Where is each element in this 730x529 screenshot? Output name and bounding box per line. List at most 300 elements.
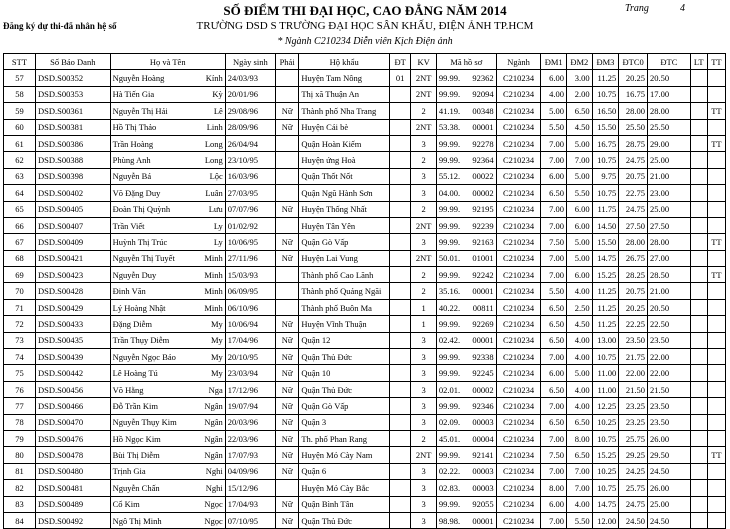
sbd-cell: DSD.S00492 bbox=[35, 512, 110, 528]
dob-cell: 15/12/96 bbox=[225, 480, 275, 496]
family-name: Đoàn Thị Quỳnh bbox=[112, 204, 171, 215]
score-table bbox=[3, 53, 726, 529]
family-name: Nguyễn Duy bbox=[112, 269, 157, 280]
dm1-cell: 7.00 bbox=[541, 267, 567, 283]
dob-cell: 19/07/94 bbox=[225, 398, 275, 414]
gender-cell: Nữ bbox=[275, 250, 298, 266]
dtc0-cell: 25.75 bbox=[619, 480, 648, 496]
family-name: Đỗ Trần Kim bbox=[112, 400, 158, 411]
table-row bbox=[4, 152, 726, 168]
file-code-number: 00001 bbox=[472, 515, 494, 526]
dt-cell: 01 bbox=[390, 70, 411, 86]
col-header-gender: Phái bbox=[275, 54, 298, 70]
sbd-cell: DSD.S00480 bbox=[35, 463, 110, 479]
dm1-cell: 8.00 bbox=[541, 480, 567, 496]
family-name: Ngô Thị Minh bbox=[112, 515, 162, 526]
major-cell: C210234 bbox=[496, 267, 541, 283]
name-cell bbox=[110, 234, 225, 250]
dm3-cell: 14.75 bbox=[592, 496, 619, 512]
file-code-cell bbox=[436, 103, 496, 119]
major-cell: C210234 bbox=[496, 168, 541, 184]
dm1-cell: 7.00 bbox=[541, 349, 567, 365]
gender-cell bbox=[275, 185, 298, 201]
dob-cell: 06/09/95 bbox=[225, 283, 275, 299]
dob-cell: 20/10/95 bbox=[225, 349, 275, 365]
gender-cell bbox=[275, 168, 298, 184]
file-code-number: 00348 bbox=[472, 105, 494, 116]
dtc-cell: 25.00 bbox=[648, 201, 691, 217]
dob-cell: 24/03/93 bbox=[225, 70, 275, 86]
dtc-cell: 26.00 bbox=[648, 430, 691, 446]
major-cell: C210234 bbox=[496, 447, 541, 463]
dm2-cell: 4.00 bbox=[567, 332, 593, 348]
dob-cell: 17/04/93 bbox=[225, 496, 275, 512]
dm3-cell: 11.75 bbox=[592, 201, 619, 217]
dt-cell bbox=[390, 201, 411, 217]
major-cell: C210234 bbox=[496, 201, 541, 217]
file-code-number: 00022 bbox=[472, 171, 494, 182]
dob-cell: 26/04/94 bbox=[225, 135, 275, 151]
given-name: My bbox=[210, 368, 223, 379]
file-code-cell bbox=[436, 152, 496, 168]
sbd-cell: DSD.S00386 bbox=[35, 135, 110, 151]
dm2-cell: 4.00 bbox=[567, 349, 593, 365]
table-row bbox=[4, 283, 726, 299]
given-name: Luân bbox=[205, 187, 223, 198]
stt-cell: 60 bbox=[4, 119, 36, 135]
file-code-cell bbox=[436, 234, 496, 250]
tt-cell: TT bbox=[707, 234, 725, 250]
major-cell: C210234 bbox=[496, 103, 541, 119]
major-cell: C210234 bbox=[496, 86, 541, 102]
table-row bbox=[4, 201, 726, 217]
dm2-cell: 5.00 bbox=[567, 135, 593, 151]
file-code-cell bbox=[436, 135, 496, 151]
dob-cell: 22/03/96 bbox=[225, 430, 275, 446]
table-row bbox=[4, 250, 726, 266]
dtc-cell: 27.00 bbox=[648, 250, 691, 266]
file-code-prefix: 99.99. bbox=[438, 450, 461, 461]
lt-cell bbox=[690, 267, 707, 283]
file-code-number: 00811 bbox=[472, 302, 494, 313]
file-code-number: 00001 bbox=[472, 286, 494, 297]
sbd-cell: DSD.S00429 bbox=[35, 299, 110, 315]
stt-cell: 71 bbox=[4, 299, 36, 315]
kv-cell: 3 bbox=[411, 414, 437, 430]
file-code-cell bbox=[436, 332, 496, 348]
major-cell: C210234 bbox=[496, 430, 541, 446]
stt-cell: 62 bbox=[4, 152, 36, 168]
major-cell: C210234 bbox=[496, 119, 541, 135]
dob-cell: 29/08/96 bbox=[225, 103, 275, 119]
dm1-cell: 7.50 bbox=[541, 234, 567, 250]
file-code-prefix: 02.01. bbox=[438, 384, 461, 395]
dm2-cell: 8.00 bbox=[567, 430, 593, 446]
kv-cell: 3 bbox=[411, 398, 437, 414]
dm2-cell: 4.00 bbox=[567, 398, 593, 414]
gender-cell: Nữ bbox=[275, 349, 298, 365]
dob-cell: 01/02/92 bbox=[225, 217, 275, 233]
dm2-cell: 7.00 bbox=[567, 463, 593, 479]
address-cell: Huyện ứng Hoà bbox=[299, 152, 390, 168]
family-name: Nguyễn Thị Tuyết bbox=[112, 253, 175, 264]
dtc-cell: 21.00 bbox=[648, 168, 691, 184]
stt-cell: 58 bbox=[4, 86, 36, 102]
address-cell: Thành phố Nha Trang bbox=[299, 103, 390, 119]
file-code-cell bbox=[436, 480, 496, 496]
tt-cell: TT bbox=[707, 103, 725, 119]
name-cell bbox=[110, 201, 225, 217]
dt-cell bbox=[390, 414, 411, 430]
stt-cell: 76 bbox=[4, 381, 36, 397]
given-name: Nga bbox=[208, 384, 223, 395]
file-code-prefix: 02.83. bbox=[438, 482, 461, 493]
file-code-cell bbox=[436, 430, 496, 446]
dt-cell bbox=[390, 152, 411, 168]
stt-cell: 81 bbox=[4, 463, 36, 479]
tt-cell bbox=[707, 250, 725, 266]
table-row bbox=[4, 299, 726, 315]
gender-cell bbox=[275, 70, 298, 86]
table-row bbox=[4, 70, 726, 86]
col-header-dt: ĐT bbox=[390, 54, 411, 70]
dm3-cell: 11.25 bbox=[592, 70, 619, 86]
tt-cell bbox=[707, 332, 725, 348]
gender-cell: Nữ bbox=[275, 496, 298, 512]
gender-cell bbox=[275, 480, 298, 496]
table-row bbox=[4, 398, 726, 414]
address-cell: Quận Gò Vấp bbox=[299, 234, 390, 250]
dm3-cell: 10.75 bbox=[592, 185, 619, 201]
sbd-cell: DSD.S00442 bbox=[35, 365, 110, 381]
address-cell: Quận Ngũ Hành Sơn bbox=[299, 185, 390, 201]
stt-cell: 70 bbox=[4, 283, 36, 299]
tt-cell bbox=[707, 349, 725, 365]
dm3-cell: 15.25 bbox=[592, 447, 619, 463]
gender-cell: Nữ bbox=[275, 103, 298, 119]
table-row bbox=[4, 103, 726, 119]
dob-cell: 16/03/96 bbox=[225, 168, 275, 184]
name-cell bbox=[110, 480, 225, 496]
major-cell: C210234 bbox=[496, 234, 541, 250]
major-cell: C210234 bbox=[496, 152, 541, 168]
sbd-cell: DSD.S00439 bbox=[35, 349, 110, 365]
address-cell: Quận 3 bbox=[299, 414, 390, 430]
given-name: Nghi bbox=[205, 482, 223, 493]
lt-cell bbox=[690, 381, 707, 397]
kv-cell: 3 bbox=[411, 332, 437, 348]
dt-cell bbox=[390, 168, 411, 184]
lt-cell bbox=[690, 332, 707, 348]
dob-cell: 04/09/96 bbox=[225, 463, 275, 479]
file-code-cell bbox=[436, 365, 496, 381]
dm1-cell: 7.00 bbox=[541, 398, 567, 414]
dtc0-cell: 24.75 bbox=[619, 496, 648, 512]
dtc0-cell: 24.75 bbox=[619, 201, 648, 217]
dm2-cell: 3.00 bbox=[567, 70, 593, 86]
dt-cell bbox=[390, 365, 411, 381]
dm2-cell: 4.50 bbox=[567, 119, 593, 135]
address-cell: Huyện Lai Vung bbox=[299, 250, 390, 266]
file-code-number: 00001 bbox=[472, 122, 494, 133]
dm1-cell: 6.50 bbox=[541, 185, 567, 201]
address-cell: Quận Thốt Nốt bbox=[299, 168, 390, 184]
table-row bbox=[4, 512, 726, 528]
file-code-prefix: 99.99. bbox=[438, 318, 461, 329]
major-cell: C210234 bbox=[496, 365, 541, 381]
table-row bbox=[4, 86, 726, 102]
dm3-cell: 10.75 bbox=[592, 349, 619, 365]
given-name: Ngân bbox=[204, 417, 223, 428]
name-cell bbox=[110, 398, 225, 414]
dtc0-cell: 24.75 bbox=[619, 152, 648, 168]
dm2-cell: 6.00 bbox=[567, 267, 593, 283]
gender-cell: Nữ bbox=[275, 398, 298, 414]
dm3-cell: 12.25 bbox=[592, 398, 619, 414]
file-code-prefix: 41.19. bbox=[438, 105, 461, 116]
family-name: Đặng Diễm bbox=[112, 318, 153, 329]
col-header-name: Họ và Tên bbox=[110, 54, 225, 70]
major-cell: C210234 bbox=[496, 512, 541, 528]
family-name: Lý Hoàng Nhật bbox=[112, 302, 166, 313]
file-code-prefix: 99.99. bbox=[438, 73, 461, 84]
name-cell bbox=[110, 152, 225, 168]
kv-cell: 3 bbox=[411, 135, 437, 151]
file-code-prefix: 99.99. bbox=[438, 138, 461, 149]
lt-cell bbox=[690, 70, 707, 86]
tt-cell: TT bbox=[707, 447, 725, 463]
family-name: Nguyễn Thị Hải bbox=[112, 105, 168, 116]
stt-cell: 67 bbox=[4, 234, 36, 250]
dm1-cell: 7.00 bbox=[541, 250, 567, 266]
name-cell bbox=[110, 349, 225, 365]
dm2-cell: 4.00 bbox=[567, 283, 593, 299]
name-cell bbox=[110, 512, 225, 528]
address-cell: Thành phố Quảng Ngãi bbox=[299, 283, 390, 299]
file-code-number: 92364 bbox=[472, 155, 494, 166]
file-code-prefix: 99.99. bbox=[438, 351, 461, 362]
file-code-number: 01001 bbox=[472, 253, 494, 264]
dt-cell bbox=[390, 86, 411, 102]
dtc0-cell: 23.50 bbox=[619, 332, 648, 348]
col-header-file-code: Mã hồ sơ bbox=[436, 54, 496, 70]
dtc-cell: 24.50 bbox=[648, 463, 691, 479]
file-code-cell bbox=[436, 414, 496, 430]
family-name: Nguyễn Bá bbox=[112, 171, 152, 182]
name-cell bbox=[110, 496, 225, 512]
stt-cell: 59 bbox=[4, 103, 36, 119]
kv-cell: 3 bbox=[411, 234, 437, 250]
stt-cell: 82 bbox=[4, 480, 36, 496]
sbd-cell: DSD.S00435 bbox=[35, 332, 110, 348]
col-header-dob: Ngày sinh bbox=[225, 54, 275, 70]
family-name: Phùng Anh bbox=[112, 155, 151, 166]
major-cell: C210234 bbox=[496, 217, 541, 233]
stt-cell: 68 bbox=[4, 250, 36, 266]
gender-cell bbox=[275, 283, 298, 299]
file-code-prefix: 50.01. bbox=[438, 253, 461, 264]
sbd-cell: DSD.S00489 bbox=[35, 496, 110, 512]
dm2-cell: 4.50 bbox=[567, 316, 593, 332]
given-name: Minh bbox=[204, 302, 223, 313]
gender-cell: Nữ bbox=[275, 430, 298, 446]
dob-cell: 15/03/93 bbox=[225, 267, 275, 283]
dob-cell: 07/07/96 bbox=[225, 201, 275, 217]
file-code-prefix: 99.99. bbox=[438, 368, 461, 379]
tt-cell: TT bbox=[707, 135, 725, 151]
dt-cell bbox=[390, 496, 411, 512]
file-code-cell bbox=[436, 201, 496, 217]
col-header-lt: LT bbox=[690, 54, 707, 70]
file-code-number: 92239 bbox=[472, 220, 494, 231]
dt-cell bbox=[390, 119, 411, 135]
stt-cell: 64 bbox=[4, 185, 36, 201]
family-name: Võ Đặng Duy bbox=[112, 187, 161, 198]
file-code-cell bbox=[436, 217, 496, 233]
tt-cell bbox=[707, 381, 725, 397]
name-cell bbox=[110, 250, 225, 266]
file-code-prefix: 99.99. bbox=[438, 269, 461, 280]
lt-cell bbox=[690, 414, 707, 430]
file-code-prefix: 99.99. bbox=[438, 220, 461, 231]
file-code-cell bbox=[436, 447, 496, 463]
sbd-cell: DSD.S00428 bbox=[35, 283, 110, 299]
given-name: Ngọc bbox=[204, 515, 223, 526]
dtc-cell: 23.50 bbox=[648, 332, 691, 348]
dm2-cell: 5.50 bbox=[567, 512, 593, 528]
file-code-prefix: 99.99. bbox=[438, 236, 461, 247]
dm3-cell: 10.25 bbox=[592, 463, 619, 479]
dtc0-cell: 26.75 bbox=[619, 250, 648, 266]
kv-cell: 2 bbox=[411, 103, 437, 119]
given-name: Lộc bbox=[209, 171, 223, 182]
dtc0-cell: 23.25 bbox=[619, 398, 648, 414]
dm1-cell: 4.00 bbox=[541, 86, 567, 102]
dm3-cell: 11.25 bbox=[592, 316, 619, 332]
file-code-number: 92242 bbox=[472, 269, 494, 280]
major-cell: C210234 bbox=[496, 480, 541, 496]
kv-cell: 1 bbox=[411, 299, 437, 315]
dm2-cell: 2.50 bbox=[567, 299, 593, 315]
lt-cell bbox=[690, 496, 707, 512]
dt-cell bbox=[390, 512, 411, 528]
dtc0-cell: 21.50 bbox=[619, 381, 648, 397]
lt-cell bbox=[690, 250, 707, 266]
dtc0-cell: 22.25 bbox=[619, 316, 648, 332]
gender-cell: Nữ bbox=[275, 512, 298, 528]
kv-cell: 3 bbox=[411, 480, 437, 496]
gender-cell bbox=[275, 135, 298, 151]
dm1-cell: 6.00 bbox=[541, 496, 567, 512]
family-name: Lê Hoàng Tú bbox=[112, 368, 158, 379]
lt-cell bbox=[690, 168, 707, 184]
dtc-cell: 20.50 bbox=[648, 299, 691, 315]
address-cell: Quận Hoàn Kiếm bbox=[299, 135, 390, 151]
lt-cell bbox=[690, 217, 707, 233]
tt-cell bbox=[707, 496, 725, 512]
dtc-cell: 26.00 bbox=[648, 480, 691, 496]
tt-cell bbox=[707, 512, 725, 528]
dm3-cell: 9.75 bbox=[592, 168, 619, 184]
address-cell: Quận 10 bbox=[299, 365, 390, 381]
dm3-cell: 15.50 bbox=[592, 119, 619, 135]
dm2-cell: 5.00 bbox=[567, 250, 593, 266]
name-cell bbox=[110, 381, 225, 397]
table-row bbox=[4, 463, 726, 479]
kv-cell: 2NT bbox=[411, 70, 437, 86]
tt-cell bbox=[707, 185, 725, 201]
dob-cell: 10/06/95 bbox=[225, 234, 275, 250]
dtc0-cell: 16.75 bbox=[619, 86, 648, 102]
given-name: My bbox=[210, 318, 223, 329]
tt-cell bbox=[707, 414, 725, 430]
dob-cell: 20/03/96 bbox=[225, 414, 275, 430]
given-name: Ngân bbox=[204, 450, 223, 461]
file-code-cell bbox=[436, 381, 496, 397]
dtc-cell: 22.50 bbox=[648, 316, 691, 332]
file-code-prefix: 02.42. bbox=[438, 335, 461, 346]
col-header-dm3: ĐM3 bbox=[592, 54, 619, 70]
name-cell bbox=[110, 332, 225, 348]
dt-cell bbox=[390, 217, 411, 233]
table-row bbox=[4, 185, 726, 201]
table-row bbox=[4, 496, 726, 512]
dtc-cell: 24.50 bbox=[648, 512, 691, 528]
name-cell bbox=[110, 185, 225, 201]
kv-cell: 2 bbox=[411, 267, 437, 283]
dm3-cell: 12.00 bbox=[592, 512, 619, 528]
name-cell bbox=[110, 463, 225, 479]
address-cell: Huyện Cái bè bbox=[299, 119, 390, 135]
col-header-dm1: ĐM1 bbox=[541, 54, 567, 70]
family-name: Trần Viết bbox=[112, 220, 145, 231]
lt-cell bbox=[690, 135, 707, 151]
dtc-cell: 22.00 bbox=[648, 365, 691, 381]
kv-cell: 2NT bbox=[411, 119, 437, 135]
table-row bbox=[4, 381, 726, 397]
dob-cell: 20/01/96 bbox=[225, 86, 275, 102]
dob-cell: 17/04/96 bbox=[225, 332, 275, 348]
address-cell: Quận Thủ Đức bbox=[299, 512, 390, 528]
dm3-cell: 11.25 bbox=[592, 299, 619, 315]
kv-cell: 1 bbox=[411, 316, 437, 332]
dtc0-cell: 23.25 bbox=[619, 414, 648, 430]
lt-cell bbox=[690, 398, 707, 414]
name-cell bbox=[110, 135, 225, 151]
sbd-cell: DSD.S00423 bbox=[35, 267, 110, 283]
page-label: Trang bbox=[625, 3, 649, 14]
dtc0-cell: 28.00 bbox=[619, 103, 648, 119]
given-name: Minh bbox=[204, 286, 223, 297]
file-code-number: 92338 bbox=[472, 351, 494, 362]
file-code-prefix: 40.22. bbox=[438, 302, 461, 313]
table-row bbox=[4, 316, 726, 332]
tt-cell bbox=[707, 168, 725, 184]
dtc-cell: 28.50 bbox=[648, 267, 691, 283]
dm2-cell: 5.00 bbox=[567, 365, 593, 381]
kv-cell: 3 bbox=[411, 496, 437, 512]
address-cell: Thị xã Thuận An bbox=[299, 86, 390, 102]
col-header-dtc0: ĐTC0 bbox=[619, 54, 648, 70]
file-code-prefix: 99.99. bbox=[438, 400, 461, 411]
dm2-cell: 2.00 bbox=[567, 86, 593, 102]
dtc-cell: 29.50 bbox=[648, 447, 691, 463]
dtc0-cell: 22.75 bbox=[619, 185, 648, 201]
major-cell: C210234 bbox=[496, 496, 541, 512]
given-name: Kỳ bbox=[212, 89, 223, 100]
file-code-number: 92094 bbox=[472, 89, 494, 100]
dm2-cell: 6.50 bbox=[567, 447, 593, 463]
